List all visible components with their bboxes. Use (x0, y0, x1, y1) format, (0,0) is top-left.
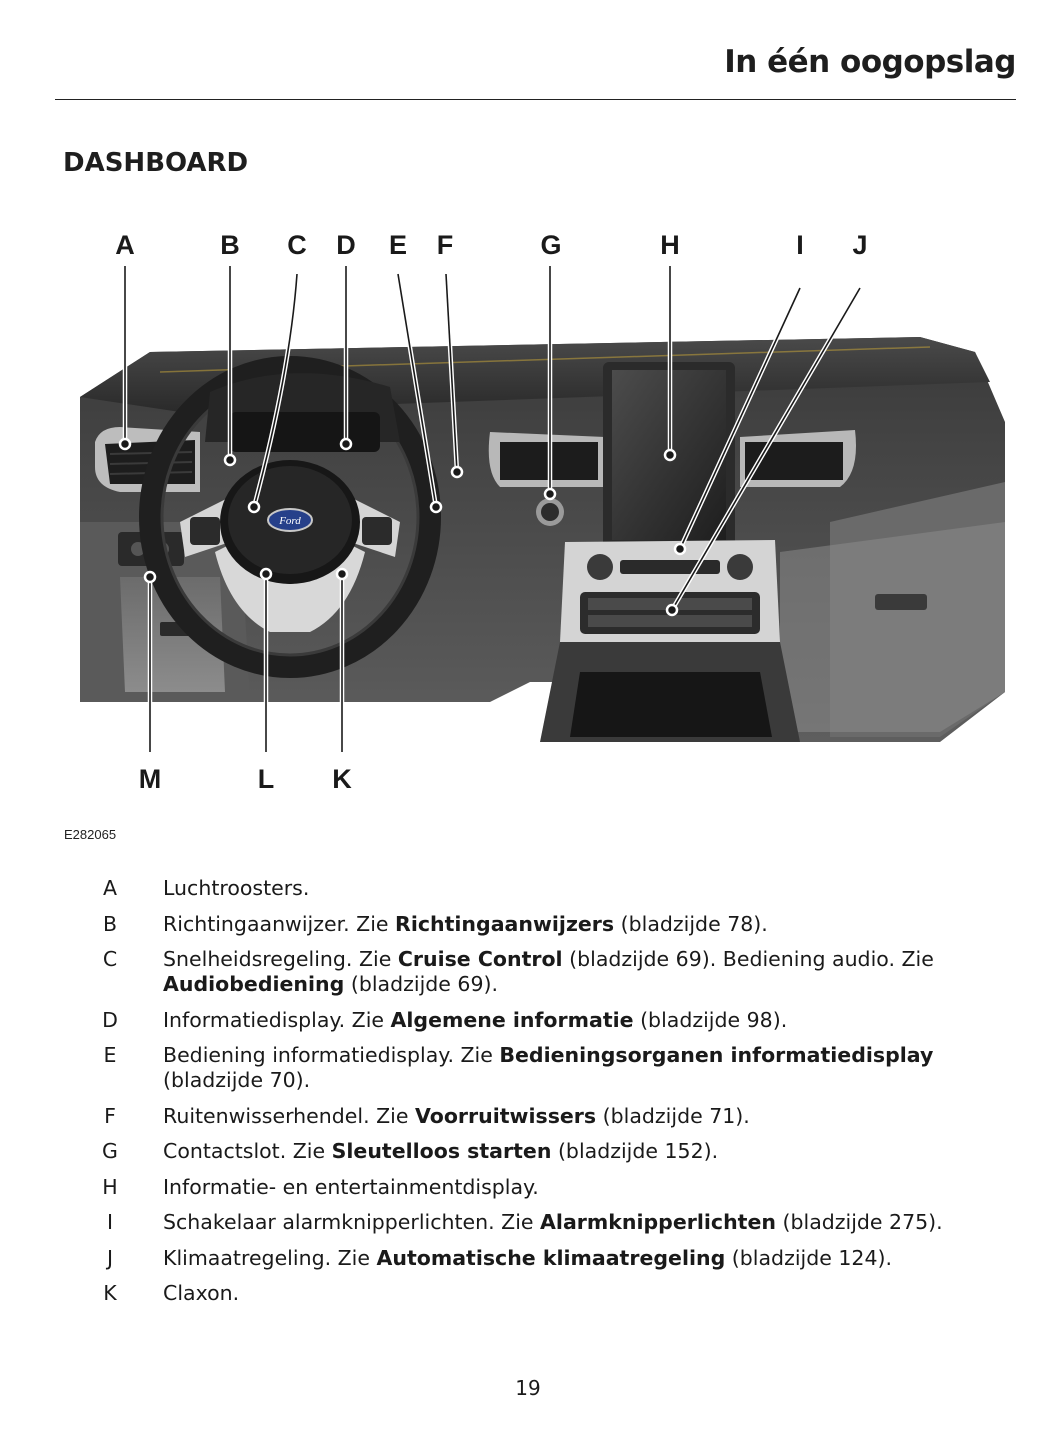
callout-f: F (436, 230, 454, 260)
callout-g: G (540, 230, 562, 260)
legend-key: I (106, 1210, 114, 1234)
legend-item (0, 1175, 1056, 1200)
legend-item (0, 947, 1056, 997)
legend-key: H (102, 1174, 118, 1199)
legend-text-part: (bladzijde 71). (596, 1103, 750, 1128)
centre-console-controls (560, 540, 780, 642)
title-divider (55, 99, 1016, 100)
dashboard-figure (60, 222, 1020, 802)
legend-item (0, 912, 1056, 937)
glovebox-handle (875, 594, 927, 610)
legend-text-part: Klimaatregeling. Zie (163, 1245, 377, 1270)
legend-key: A (102, 876, 118, 900)
callout-k: K (332, 764, 352, 794)
legend-item (0, 1246, 1056, 1271)
legend-key: B (102, 911, 118, 936)
legend-text-part: (bladzijde 78). (614, 911, 768, 936)
legend-text-part: Informatiedisplay. Zie (163, 1007, 391, 1032)
legend-item (0, 1008, 1056, 1033)
legend-description (163, 876, 993, 901)
legend-reference: Bedieningsorganen informatiedisplay (499, 1043, 934, 1067)
legend-text-part: Informatie- en entertainmentdisplay. (163, 1174, 539, 1199)
legend-key: F (104, 1103, 116, 1128)
legend-list (0, 876, 1056, 1317)
legend-text-part: (bladzijde 70). (163, 1068, 311, 1092)
dashboard-illustration (60, 222, 1020, 802)
section-heading: DASHBOARD (63, 148, 249, 178)
callout-d: D (336, 230, 356, 260)
legend-text-part: Bediening informatiedisplay. Zie (163, 1043, 500, 1067)
legend-description (163, 1139, 993, 1164)
callout-i: I (796, 230, 804, 260)
legend-text-part: (bladzijde 98). (633, 1007, 788, 1032)
legend-reference: Alarmknipperlichten (540, 1210, 776, 1234)
callout-l: L (257, 764, 275, 794)
legend-text-part: (bladzijde 69). (344, 972, 499, 996)
callout-h: H (660, 230, 680, 260)
legend-item (0, 1210, 1056, 1235)
legend-text-part: (bladzijde 275). (775, 1210, 943, 1234)
figure-code: E282065 (64, 827, 117, 842)
legend-reference: Algemene informatie (390, 1007, 634, 1032)
legend-text-part: (bladzijde 124). (725, 1245, 892, 1270)
legend-item (0, 1043, 1056, 1093)
legend-description (163, 912, 993, 937)
legend-item (0, 876, 1056, 901)
legend-text-part: Ruitenwisserhendel. Zie (163, 1103, 415, 1128)
legend-key: K (103, 1281, 117, 1305)
legend-description (163, 1104, 993, 1129)
page-title: In één oogopslag (724, 44, 1016, 80)
legend-text-part: Schakelaar alarmknipperlichten. Zie (163, 1210, 541, 1234)
callout-a: A (115, 230, 135, 260)
ford-logo-text: Ford (279, 515, 301, 527)
legend-description (163, 1281, 993, 1306)
legend-text-part: (bladzijde 69). Bediening audio. Zie (562, 947, 934, 971)
legend-description (163, 1043, 993, 1093)
legend-reference: Automatische klimaatregeling (376, 1245, 726, 1270)
legend-key: G (102, 1139, 118, 1163)
legend-description (163, 947, 993, 997)
legend-description (163, 1210, 993, 1235)
legend-key: J (106, 1245, 114, 1270)
legend-key: C (102, 947, 118, 971)
legend-text-part: Contactslot. Zie (163, 1139, 332, 1163)
callout-c: C (287, 230, 307, 260)
legend-text-part: (bladzijde 152). (551, 1139, 719, 1163)
legend-text-part: Luchtroosters. (163, 876, 310, 900)
start-button (536, 498, 564, 526)
callout-e: E (388, 230, 408, 260)
legend-description (163, 1246, 993, 1271)
legend-key: D (102, 1007, 118, 1032)
legend-key: E (103, 1043, 117, 1067)
legend-reference: Voorruitwissers (414, 1103, 597, 1128)
legend-text-part: Snelheidsregeling. Zie (163, 947, 398, 971)
legend-item (0, 1104, 1056, 1129)
callout-j: J (852, 230, 868, 260)
legend-text-part: Claxon. (163, 1281, 240, 1305)
callout-m: M (138, 764, 162, 794)
page-number: 19 (515, 1376, 541, 1400)
legend-reference: Cruise Control (397, 947, 563, 971)
callout-b: B (220, 230, 240, 260)
legend-description (163, 1008, 993, 1033)
legend-item (0, 1281, 1056, 1306)
legend-text-part: Richtingaanwijzer. Zie (163, 911, 396, 936)
legend-item (0, 1139, 1056, 1164)
legend-reference: Sleutelloos starten (331, 1139, 552, 1163)
legend-description (163, 1175, 993, 1200)
legend-reference: Richtingaanwijzers (395, 911, 615, 936)
legend-reference: Audiobediening (163, 972, 345, 996)
steering-wheel (150, 367, 430, 667)
